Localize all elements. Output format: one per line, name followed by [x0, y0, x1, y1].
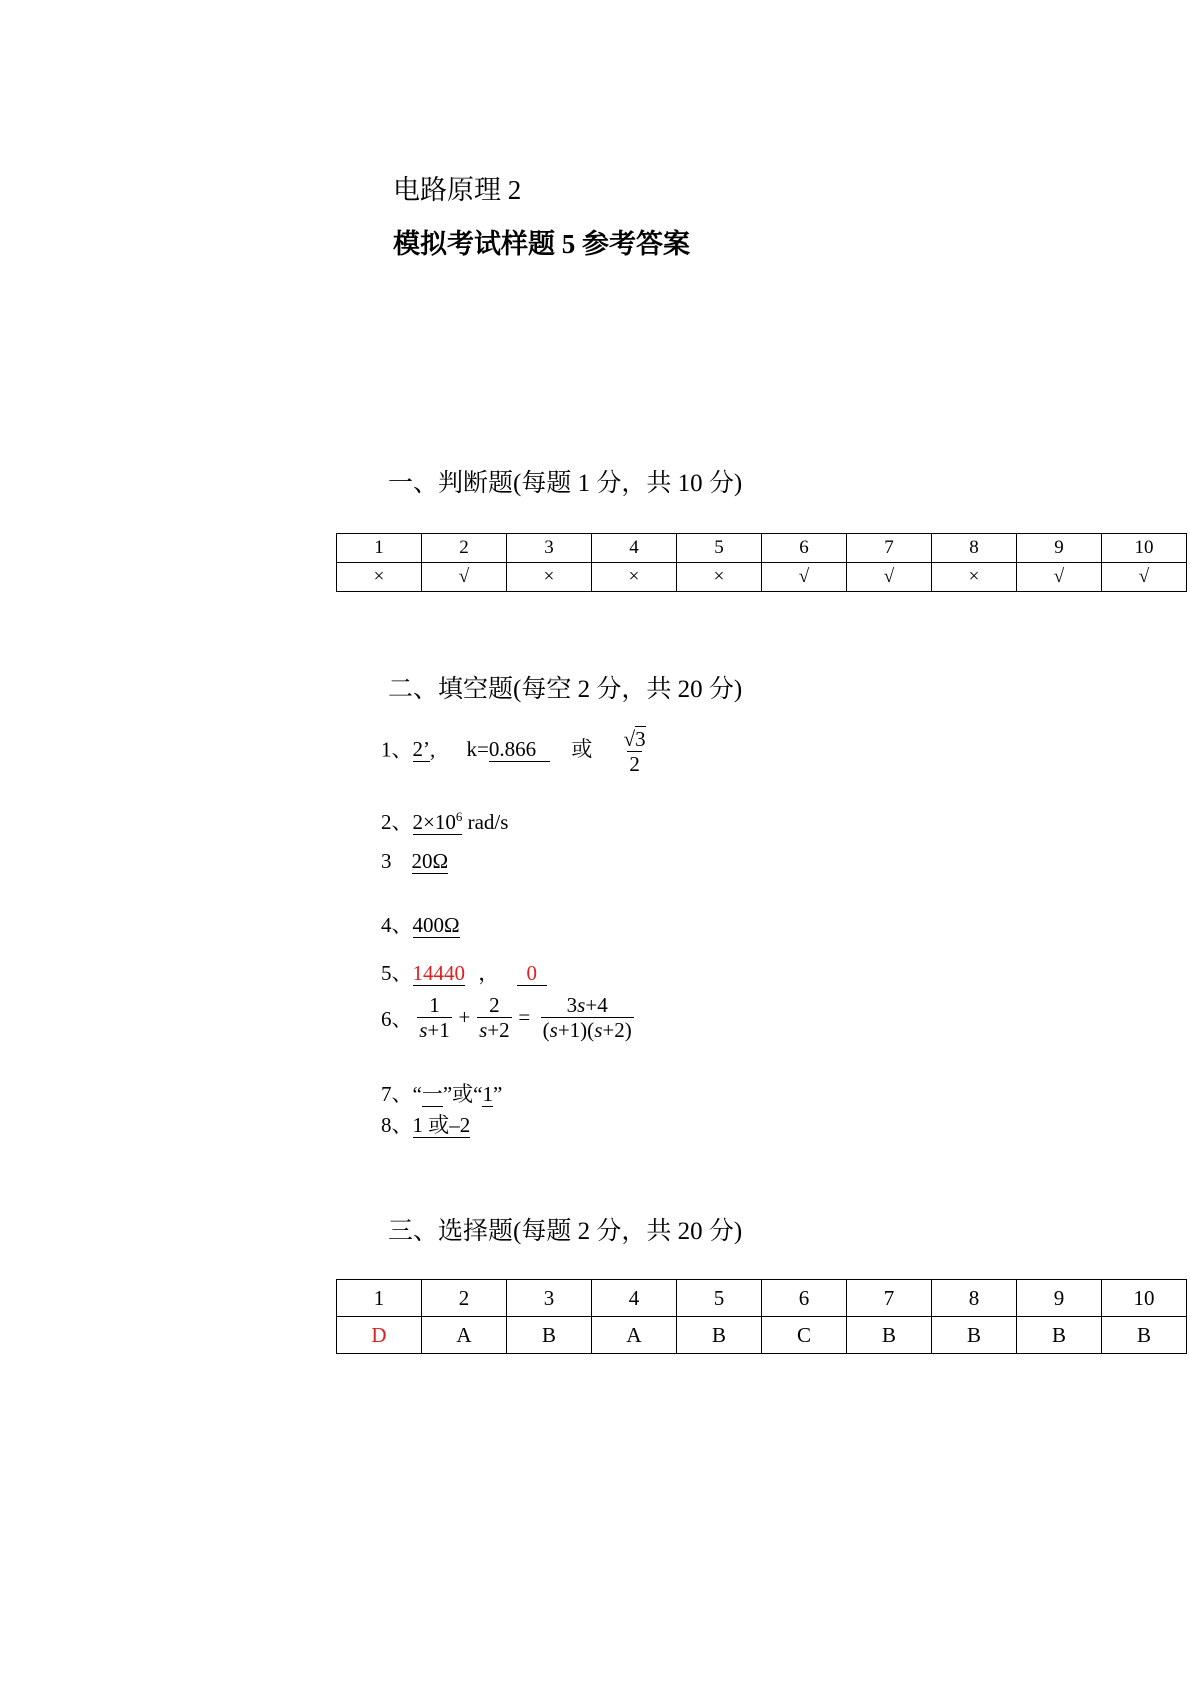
fill-answer-4	[381, 909, 460, 939]
fill-answer-5	[381, 957, 547, 987]
variable-s: s	[594, 1018, 603, 1043]
equals-sign: =	[518, 1005, 531, 1030]
den-rest: +1	[427, 1018, 450, 1043]
fill-answer-3	[381, 849, 448, 874]
table-cell: 1	[337, 534, 422, 563]
paren: (	[542, 1018, 550, 1043]
sqrt-radicand: 3	[635, 727, 646, 751]
table-cell: B	[507, 1317, 592, 1354]
question-number: 8、	[381, 1113, 413, 1137]
quote-open: “	[412, 1082, 422, 1106]
answer-exponent: 6	[455, 809, 463, 824]
table-cell: √	[1102, 563, 1187, 592]
table-cell: 5	[677, 1280, 762, 1317]
question-number: 6、	[381, 1006, 413, 1031]
answer-value	[413, 810, 463, 835]
table-cell: 6	[762, 1280, 847, 1317]
table-cell: ×	[507, 563, 592, 592]
table-cell: 4	[592, 534, 677, 563]
course-title: 电路原理 2	[393, 175, 522, 205]
table-cell: 8	[932, 1280, 1017, 1317]
table-cell: A	[592, 1317, 677, 1354]
section-1-heading: 一、判断题(每题 1 分，共 10 分)	[388, 470, 743, 497]
table-cell: ×	[592, 563, 677, 592]
answer-base: 2×10	[412, 810, 456, 834]
question-number: 7、	[381, 1082, 413, 1106]
section-3-heading: 三、选择题(每题 2 分，共 20 分)	[388, 1218, 743, 1245]
quote-close: ”	[492, 1082, 503, 1106]
fraction-denominator	[541, 1017, 634, 1042]
fraction-denominator	[477, 1017, 512, 1042]
den-rest: +2)	[602, 1018, 632, 1043]
answer-unit: rad/s	[462, 810, 509, 834]
num-rest: +4	[585, 993, 608, 1017]
table-cell: C	[762, 1317, 847, 1354]
table-cell: 9	[1017, 1280, 1102, 1317]
question-number: 5、	[381, 961, 413, 985]
question-number: 2、	[381, 810, 413, 834]
table-cell: √	[422, 563, 507, 592]
sqrt3-over-2-fraction	[622, 727, 648, 776]
variable-s: s	[577, 993, 586, 1017]
table-cell: B	[1017, 1317, 1102, 1354]
separator: ，	[478, 961, 500, 985]
sqrt-icon: √	[623, 727, 636, 751]
table-cell: 3	[507, 1280, 592, 1317]
answer-value: 400Ω	[412, 913, 460, 937]
fraction-numerator	[565, 993, 610, 1017]
table-cell: √	[762, 563, 847, 592]
table-cell: 2	[422, 1280, 507, 1317]
table-cell: √	[1017, 563, 1102, 592]
table-cell: 6	[762, 534, 847, 563]
table-row-answers	[337, 563, 1187, 592]
table-cell: 7	[847, 1280, 932, 1317]
fraction-numerator: 2	[489, 993, 500, 1017]
table-cell: √	[847, 563, 932, 592]
exam-title: 模拟考试样题 5 参考答案	[393, 229, 690, 259]
table-cell: A	[422, 1317, 507, 1354]
table-cell: B	[932, 1317, 1017, 1354]
table-row-numbers	[337, 1280, 1187, 1317]
answer-value: 0.866	[489, 737, 550, 762]
or-word: 或	[571, 737, 593, 762]
table-cell: 8	[932, 534, 1017, 563]
variable-s: s	[419, 1018, 428, 1043]
fraction-result	[532, 993, 642, 1042]
section-2-heading: 二、填空题(每空 2 分，共 20 分)	[388, 676, 743, 703]
table-cell: 2	[422, 534, 507, 563]
answer-value: 0	[517, 961, 548, 986]
table-cell: 4	[592, 1280, 677, 1317]
table-cell: 10	[1102, 534, 1187, 563]
fraction-term-1	[413, 993, 457, 1042]
den-mid: +1)(	[557, 1018, 595, 1043]
table-cell: 7	[847, 534, 932, 563]
table-cell: 5	[677, 534, 762, 563]
table-cell: B	[1102, 1317, 1187, 1354]
answer-value: 1 或–2	[412, 1113, 471, 1137]
fill-answer-7	[381, 1078, 502, 1108]
question-number: 4、	[381, 913, 413, 937]
table-cell: ×	[337, 563, 422, 592]
table-cell: B	[847, 1317, 932, 1354]
table-cell: D	[337, 1317, 422, 1354]
question-number: 1、	[381, 737, 413, 762]
separator: ,	[430, 737, 436, 762]
answer-value: 2’	[412, 737, 430, 762]
table-row-numbers	[337, 534, 1187, 563]
quote-mid: ”或“	[442, 1082, 483, 1106]
table-cell: 9	[1017, 534, 1102, 563]
fraction-denominator	[417, 1017, 452, 1042]
answer-value: 14440	[412, 961, 465, 985]
fraction-denominator: 2	[629, 752, 640, 777]
table-cell: ×	[677, 563, 762, 592]
coef: 3	[566, 993, 578, 1017]
table-cell: 3	[507, 534, 592, 563]
judge-answer-table	[336, 533, 1187, 592]
question-number: 3	[381, 849, 392, 873]
variable-s: s	[479, 1018, 488, 1043]
table-cell: 10	[1102, 1280, 1187, 1317]
table-cell: 1	[337, 1280, 422, 1317]
fill-answer-2	[381, 806, 508, 836]
answer-value: 1	[482, 1082, 493, 1106]
variable-s: s	[549, 1018, 558, 1043]
den-rest: +2	[487, 1018, 510, 1043]
fill-answer-6	[381, 993, 642, 1042]
choice-answer-table	[336, 1279, 1187, 1354]
fraction-term-2	[472, 993, 516, 1042]
fill-answer-8	[381, 1109, 470, 1139]
plus-sign: +	[458, 1005, 471, 1030]
fill-answer-1	[381, 727, 648, 776]
table-cell: ×	[932, 563, 1017, 592]
table-row-answers	[337, 1317, 1187, 1354]
answer-value: 一	[421, 1082, 443, 1106]
k-label: k=	[466, 737, 489, 762]
table-cell: B	[677, 1317, 762, 1354]
fraction-numerator: 1	[429, 993, 440, 1017]
answer-value: 20Ω	[411, 849, 449, 873]
